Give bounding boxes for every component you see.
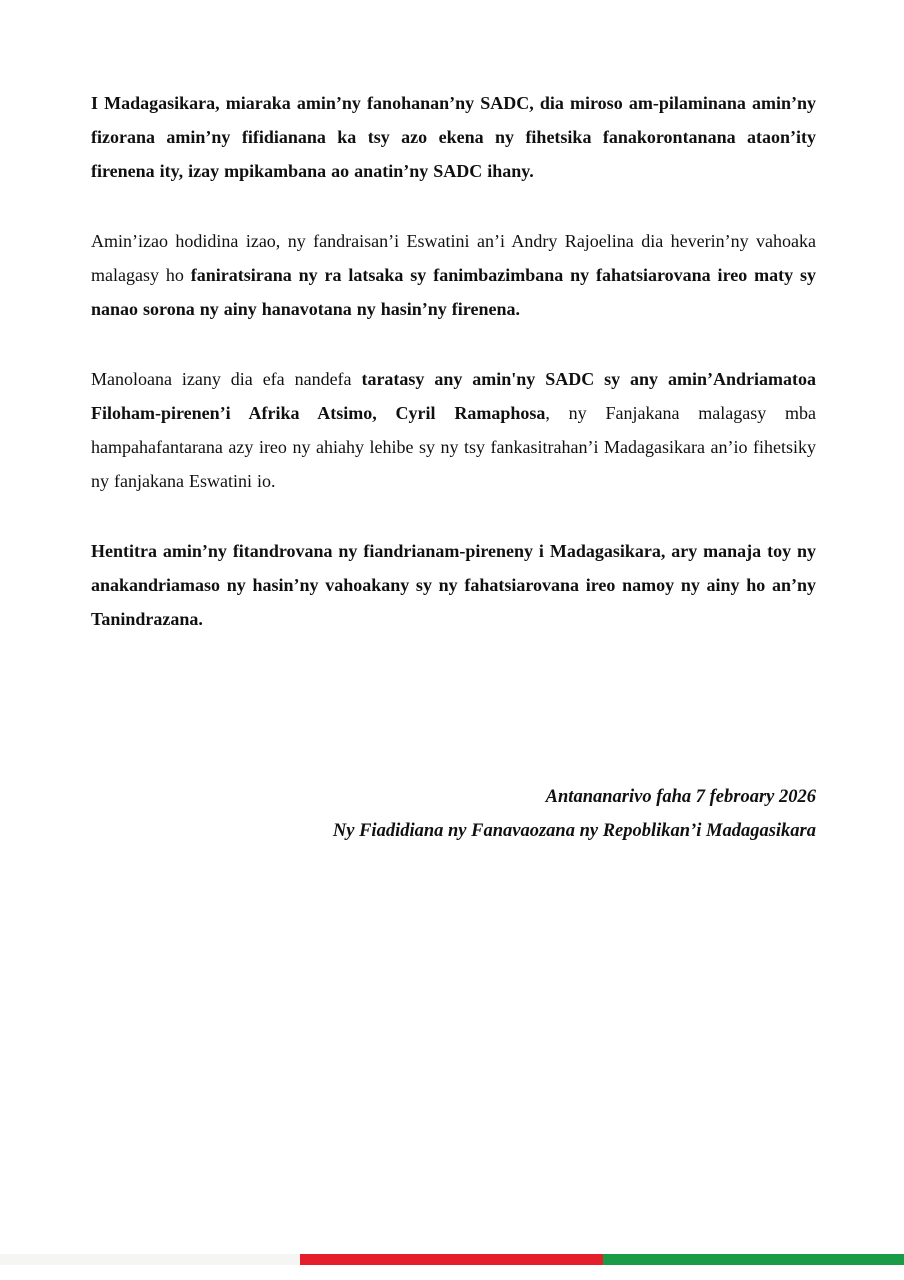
text-run: Amin’izao hodidina izao, ny fandraisan’i Eswatini an’i Andry Rajoelina dia heverin’ny vahoaka malagasy ho	[91, 231, 816, 285]
bold-text-run: Hentitra amin’ny fitandrovana ny fiandrianam-pireneny i Madagasikara, ary manaja toy ny anakandriamaso ny hasin’ny vahoakany sy ny fahatsiarovana ireo namoy ny ainy ho an’ny Tanindrazana.	[91, 541, 816, 629]
bold-text-run: I Madagasikara, miaraka amin’ny fanohanan’ny SADC, dia miroso am-pilaminana amin’ny fizorana amin’ny fifidianana ka tsy azo ekena ny fihetsika fanakorontanana ataon’ity firenena ity, izay mpikambana ao anatin’ny SADC ihany.	[91, 93, 816, 181]
paragraph	[91, 362, 816, 498]
paragraphs-container	[91, 86, 816, 636]
text-run: , ny Fanjakana malagasy mba hampahafantarana azy ireo ny ahiahy lehibe sy ny tsy fankasitrahan’i Madagasikara an’io fihetsiky ny fanjakana Eswatini io.	[91, 403, 816, 491]
bold-text-run: faniratsirana ny ra latsaka sy fanimbazimbana ny fahatsiarovana ireo maty sy nanao sorona ny ainy hanavotana ny hasin’ny firenena.	[91, 265, 816, 319]
paragraph	[91, 534, 816, 636]
signature-office-line: Ny Fiadidiana ny Fanavaozana ny Repoblikan’i Madagasikara	[332, 821, 816, 841]
signature-date-line: Antananarivo faha 7 febroary 2026	[545, 787, 816, 807]
madagascar-flag-stripe	[0, 1254, 904, 1265]
paragraph	[91, 224, 816, 326]
flag-green-segment	[603, 1254, 904, 1265]
flag-white-segment	[0, 1254, 300, 1265]
text-run: Manoloana izany dia efa nandefa	[91, 369, 362, 389]
bold-text-run: taratasy any amin'ny SADC sy any amin’Andriamatoa Filoham-pirenen’i Afrika Atsimo, Cyril Ramaphosa	[91, 369, 816, 423]
signature-block	[91, 780, 816, 848]
flag-red-segment	[300, 1254, 603, 1265]
letter-body	[91, 0, 816, 848]
paragraph	[91, 86, 816, 188]
